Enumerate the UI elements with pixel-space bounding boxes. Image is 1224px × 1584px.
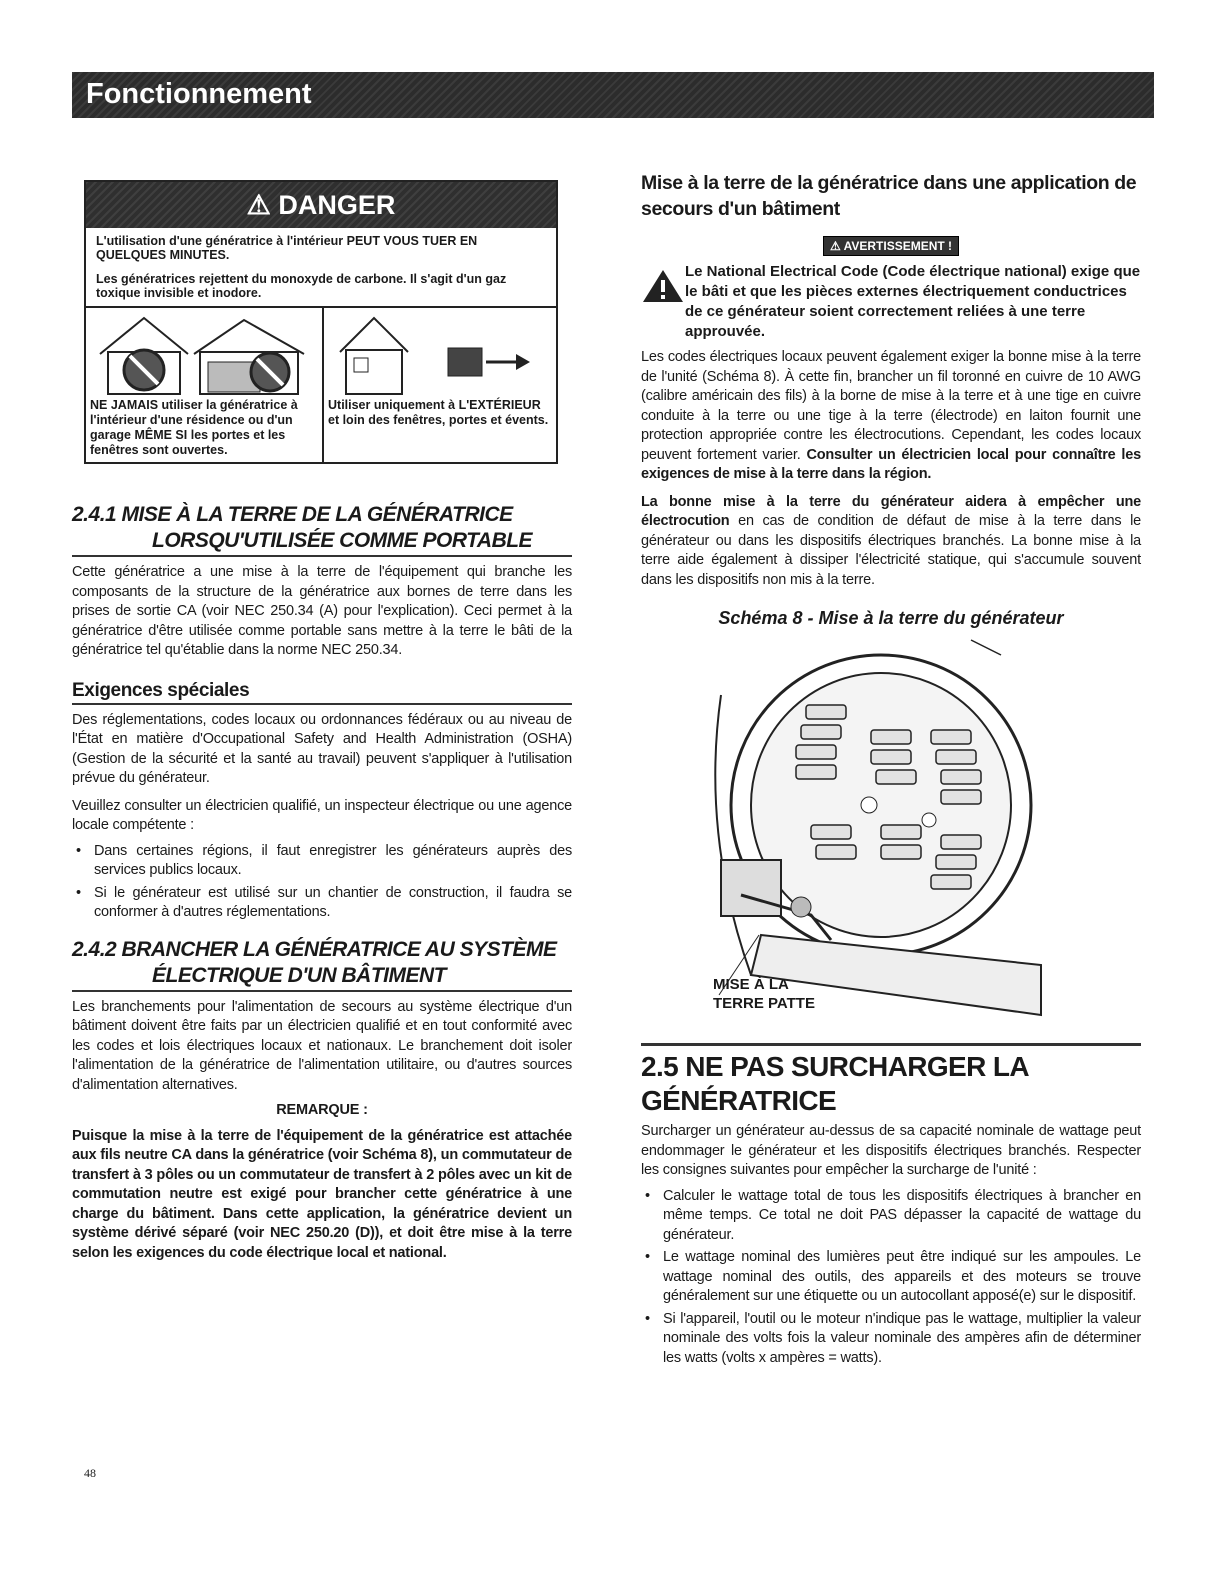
- danger-only-cell: [324, 308, 556, 462]
- exigences-title: Exigences spéciales: [72, 679, 250, 701]
- danger-text: [86, 228, 556, 308]
- section-2-5-title: 2.5 NE PAS SURCHARGER LA GÉNÉRATRICE: [641, 1051, 1028, 1116]
- danger-only-text: Utiliser uniquement à L'EXTÉRIEUR et loin des fenêtres, portes et évents.: [328, 398, 549, 427]
- section-2-4-2-title-line-2: ÉLECTRIQUE D'UN BÂTIMENT: [152, 963, 446, 987]
- warning-block: [641, 262, 1141, 342]
- right-column: [641, 170, 1141, 1371]
- figure-caption: Schéma 8 - Mise à la terre du générateur: [718, 608, 1064, 628]
- figure-label-line-1: MISE À LA: [713, 976, 789, 993]
- section-2-4-2-title-line-1: 2.4.2 BRANCHER LA GÉNÉRATRICE AU SYSTÈME: [72, 937, 557, 961]
- section-2-4-2-body: Les branchements pour l'alimentation de secours au système électrique d'un bâtiment doivent être faits par un électricien qualifié et en tout conformité avec les codes et lois électriques locaux et nationaux. Le branchement doit isoler l'alimentation de la génératrice de l'alimentation utilitaire, ou d'autres sources d'alimentation alternatives.: [72, 998, 572, 1093]
- outdoor-generator-icon: [324, 308, 556, 396]
- warning-label: ⚠ AVERTISSEMENT !: [823, 236, 959, 256]
- right-paragraph-2: [641, 493, 1141, 591]
- right-paragraph-2-bold: La bonne mise à la terre du générateur aidera à empêcher une électrocution: [641, 493, 1141, 529]
- warning-text: Le National Electrical Code (Code électrique national) exige que le bâti et que les pièces externes électriquement conductrices de ce générateur soient correctement reliées à une terre approuvée.: [685, 263, 1141, 340]
- remark-text: Puisque la mise à la terre de l'équipement de la génératrice est attachée aux fils neutre CA dans la génératrice (voir Schéma 8), un commutateur de transfert à 3 pôles ou un commutateur de transfert à 2 pôles avec un kit de commutation neutre est exigé pour brancher cette génératrice à une charge du bâtiment. Dans cette application, la génératrice devient un système dérivé séparé (voir NEC 250.20 (D)), et doit être mise à la terre selon les exigences du code électrique local et national.: [72, 1127, 572, 1261]
- exigences-paragraph-1: Des réglementations, codes locaux ou ordonnances fédéraux ou au niveau de l'État en matière d'Occupational Safety and Health Administration (OSHA) (Gestion de la sécurité et la santé au travail) peuvent s'appliquer à l'utilisation prévue du générateur.: [72, 711, 572, 786]
- list-item: • Si le générateur est utilisé sur un chantier de construction, il faudra se conformer à d'autres réglementations.: [72, 884, 572, 923]
- list-item: • Dans certaines régions, il faut enregistrer les générateurs auprès des services publics locaux.: [72, 842, 572, 881]
- right-paragraph-2-text: en cas de condition de défaut de mise à la terre dans le générateur ou dans les dispositifs électriques branchés. La bonne mise à la terre aide également à dissiper l'électricité statique, qui s'accumule souvent dans les dispositifs non mis à la terre.: [641, 513, 1141, 588]
- figure-8: [641, 635, 1141, 1025]
- remark-label: REMARQUE :: [276, 1102, 368, 1118]
- danger-box: [84, 180, 558, 464]
- section-2-4-1-heading: [72, 502, 572, 557]
- section-2-4-1-body: Cette génératrice a une mise à la terre de l'équipement qui branche les composants de la structure de la génératrice aux bornes de terre dans les prises de sortie CA (voir NEC 250.34 (A) pour l'explication). Ceci permet à la génératrice d'être utilisée comme portable sans mettre à la terre le bâti de la génératrice tel qu'établie dans la norme NEC 250.34.: [72, 564, 572, 658]
- figure-label-line-2: TERRE PATTE: [713, 995, 815, 1012]
- section-banner: [72, 72, 1154, 118]
- exigences-list: [72, 842, 572, 923]
- danger-line-1: L'utilisation d'une génératrice à l'intérieur PEUT VOUS TUER EN QUELQUES MINUTES.: [96, 234, 478, 262]
- danger-never-cell: [86, 308, 324, 462]
- section-2-5-heading: [641, 1043, 1141, 1118]
- generator-grounding-illustration: [641, 635, 1141, 1025]
- section-2-5-list: [641, 1187, 1141, 1369]
- list-item: • Si l'appareil, l'outil ou le moteur n'indique pas le wattage, multiplier la valeur nominale des volts fois la valeur nominale des ampères afin de déterminer les watts (volts x ampères = watts).: [641, 1310, 1141, 1369]
- backup-grounding-title: Mise à la terre de la génératrice dans une application de secours d'un bâtiment: [641, 172, 1137, 220]
- right-paragraph-1-text: Les codes électriques locaux peuvent également exiger la bonne mise à la terre de l'unité (Schéma 8). À cette fin, brancher un fil toronné en cuivre de 10 AWG (calibre américain des fils) à la borne de mise à la terre et à une tige en cuivre conduite à la terre ou une tige à la terre (électrode) en laiton fournit une protection appropriée contre les électrocutions. Cependant, les codes locaux peuvent fortement varier.: [641, 349, 1141, 463]
- figure-label: [713, 975, 815, 1013]
- section-2-4-1-title-line-1: 2.4.1 MISE À LA TERRE DE LA GÉNÉRATRICE: [72, 503, 513, 526]
- section-title: Fonctionnement: [86, 78, 312, 110]
- right-paragraph-1-bold: Consulter un électricien local pour connaître les exigences de mise à la terre dans la région.: [641, 446, 1141, 482]
- section-2-4-2-heading: [72, 937, 572, 992]
- list-item: • Le wattage nominal des lumières peut être indiqué sur les ampoules. Le wattage nominal des outils, des appareils et des moteurs se trouve généralement sur une étiquette ou un autocollant apposé(e) sur le dispositif.: [641, 1248, 1141, 1307]
- page-number: 48: [84, 1466, 96, 1480]
- danger-title: ⚠ DANGER: [86, 182, 556, 228]
- right-paragraph-1: [641, 348, 1141, 485]
- danger-pictograms: [86, 308, 556, 462]
- exigences-heading: [72, 679, 572, 705]
- danger-line-2: Les génératrices rejettent du monoxyde de carbone. Il s'agit d'un gaz toxique invisible et inodore.: [96, 272, 507, 300]
- exigences-paragraph-2: Veuillez consulter un électricien qualifié, un inspecteur électrique ou une agence locale compétente :: [72, 797, 572, 833]
- danger-never-text: NE JAMAIS utiliser la génératrice à l'intérieur d'une résidence ou d'un garage MÊME SI les portes et les fenêtres sont ouvertes.: [90, 398, 298, 457]
- section-2-5-paragraph: Surcharger un générateur au-dessus de sa capacité nominale de wattage peut endommager le générateur et les dispositifs électriques branchés. Respecter les consignes suivantes pour empêcher la surcharge de l'unité :: [641, 1123, 1141, 1178]
- section-2-4-1-title-line-2: LORSQU'UTILISÉE COMME PORTABLE: [152, 529, 533, 552]
- warning-label-wrap: [641, 236, 1141, 256]
- list-item: • Calculer le wattage total de tous les dispositifs électriques à brancher en même temps. Ce total ne doit PAS dépasser la capacité de wattage du générateur.: [641, 1187, 1141, 1246]
- warning-triangle-icon: [641, 268, 685, 304]
- left-column: [72, 160, 572, 1263]
- house-garage-prohibited-icon: [86, 308, 322, 396]
